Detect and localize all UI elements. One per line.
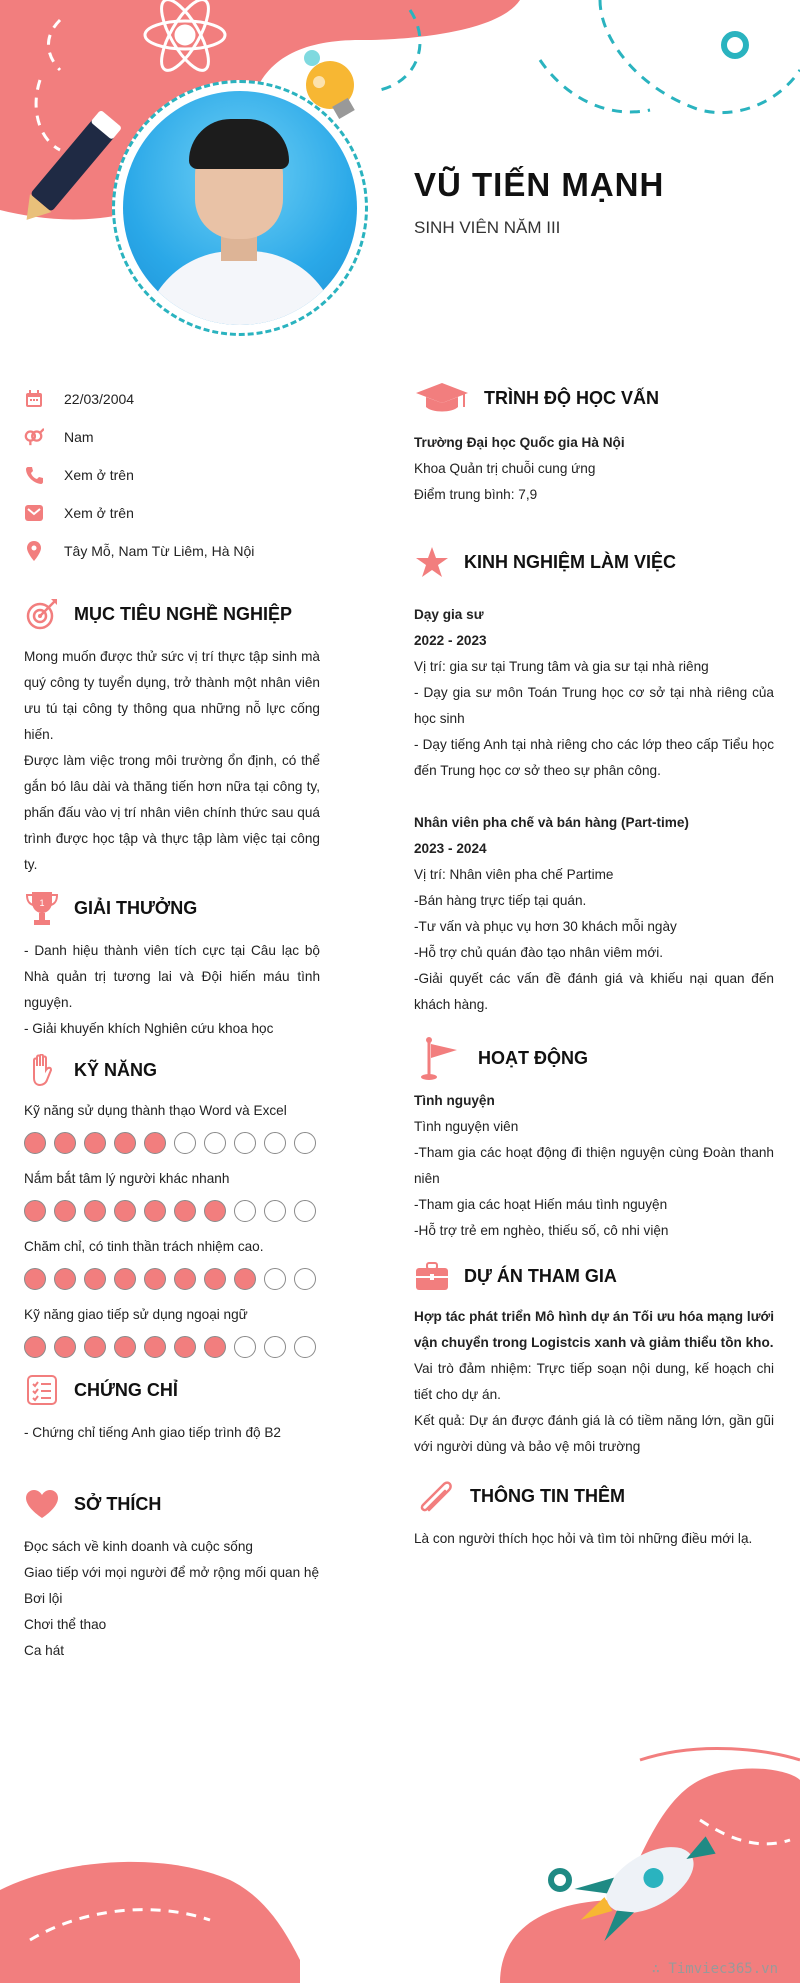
- certificates-heading: [24, 1372, 320, 1408]
- objective-heading: [24, 596, 320, 632]
- contact-text: 22/03/2004: [64, 391, 135, 407]
- rating-dot-filled: [54, 1200, 76, 1222]
- email-icon: [24, 503, 44, 523]
- skill-label: Nắm bắt tâm lý người khác nhanh: [24, 1171, 230, 1186]
- section-title: MỤC TIÊU NGHỀ NGHIỆP: [74, 603, 293, 624]
- section-title: TRÌNH ĐỘ HỌC VẤN: [484, 387, 659, 408]
- rating-dot-empty: [174, 1132, 196, 1154]
- section-title: HOẠT ĐỘNG: [478, 1047, 588, 1068]
- hand-icon: [24, 1052, 60, 1088]
- experience-heading: [414, 544, 774, 580]
- section-title: KỸ NĂNG: [74, 1059, 158, 1080]
- activity-line: -Hỗ trợ trẻ em nghèo, thiếu số, cô nhi viện: [414, 1223, 669, 1238]
- profile-photo-frame: [112, 80, 368, 336]
- rating-dot-filled: [114, 1268, 136, 1290]
- activity-line: -Tham gia các hoạt Hiến máu tình nguyện: [414, 1197, 668, 1212]
- activity-line: Tình nguyện viên: [414, 1119, 519, 1134]
- candidate-name: VŨ TIẾN MẠNH: [414, 166, 665, 203]
- job-line: -Bán hàng trực tiếp tại quán.: [414, 893, 587, 908]
- job-entry: [414, 810, 774, 1018]
- activity-name: Tình nguyện: [414, 1093, 495, 1108]
- rating-dot-empty: [204, 1132, 226, 1154]
- section-title: THÔNG TIN THÊM: [470, 1485, 625, 1506]
- rating-dot-empty: [234, 1200, 256, 1222]
- rating-dot-filled: [174, 1336, 196, 1358]
- rating-dot-filled: [84, 1336, 106, 1358]
- phone-icon: [24, 465, 44, 485]
- rating-dot-filled: [24, 1132, 46, 1154]
- heart-icon: [24, 1486, 60, 1522]
- skill-rating: [24, 1268, 320, 1290]
- rating-dot-empty: [264, 1268, 286, 1290]
- certificate-item: - Chứng chỉ tiếng Anh giao tiếp trình độ B2: [24, 1425, 281, 1440]
- skill-rating: [24, 1200, 320, 1222]
- education-gpa: Điểm trung bình: 7,9: [414, 487, 538, 502]
- objective-text-1: Mong muốn được thử sức vị trí thực tập sinh mà quý công ty tuyển dụng, trở thành một nhân viên ưu tú tại công ty thông qua những nỗ lực cống hiến.: [24, 649, 320, 742]
- job-name: Dạy gia sư: [414, 607, 484, 622]
- trophy-icon: [24, 890, 60, 926]
- rating-dot-filled: [84, 1132, 106, 1154]
- rating-dot-filled: [174, 1268, 196, 1290]
- hobbies-heading: [24, 1486, 320, 1522]
- rating-dot-filled: [204, 1336, 226, 1358]
- rating-dot-filled: [24, 1200, 46, 1222]
- section-title: SỞ THÍCH: [74, 1493, 162, 1514]
- job-name: Nhân viên pha chế và bán hàng (Part-time): [414, 815, 689, 830]
- rating-dot-filled: [84, 1200, 106, 1222]
- rating-dot-empty: [294, 1268, 316, 1290]
- rating-dot-filled: [24, 1268, 46, 1290]
- hobby-item: Đọc sách về kinh doanh và cuộc sống: [24, 1539, 253, 1554]
- footer-decoration: [0, 1740, 800, 1983]
- flag-icon: [414, 1040, 464, 1076]
- education-school: Trường Đại học Quốc gia Hà Nội: [414, 435, 625, 450]
- rating-dot-filled: [144, 1336, 166, 1358]
- project-line: Kết quả: Dự án được đánh giá là có tiềm năng lớn, gần gũi với người dùng và bảo vệ môi trường: [414, 1413, 774, 1454]
- activities-heading: [414, 1040, 774, 1076]
- job-period: 2023 - 2024: [414, 841, 487, 856]
- skill-label: Kỹ năng giao tiếp sử dụng ngoại ngữ: [24, 1307, 248, 1322]
- profile-photo: [123, 91, 357, 325]
- extra-info-heading: [414, 1478, 774, 1514]
- job-line: -Giải quyết các vấn đề đánh giá và khiếu nại quan đến khách hàng.: [414, 971, 774, 1012]
- job-line: Vị trí: Nhân viên pha chế Partime: [414, 867, 614, 882]
- job-line: -Hỗ trợ chủ quán đào tạo nhân viêm mới.: [414, 945, 664, 960]
- rating-dot-filled: [54, 1336, 76, 1358]
- svg-text:1: 1: [39, 898, 45, 908]
- skill-rating: [24, 1336, 320, 1358]
- rating-dot-filled: [204, 1200, 226, 1222]
- job-line: - Dạy gia sư môn Toán Trung học cơ sở tại nhà riêng của học sinh: [414, 685, 774, 726]
- award-item: - Giải khuyến khích Nghiên cứu khoa học: [24, 1021, 274, 1036]
- contact-text: Nam: [64, 429, 94, 445]
- rating-dot-filled: [234, 1268, 256, 1290]
- contact-phone: [24, 456, 320, 494]
- rating-dot-filled: [114, 1132, 136, 1154]
- rating-dot-filled: [24, 1336, 46, 1358]
- hobby-item: Giao tiếp với mọi người để mở rộng mối quan hệ: [24, 1565, 320, 1580]
- paperclip-icon: [414, 1478, 456, 1514]
- contact-address: [24, 532, 320, 570]
- project-line: Vai trò đảm nhiệm: Trực tiếp soạn nội dung, kế hoạch chi tiết cho dự án.: [414, 1361, 774, 1402]
- rating-dot-empty: [264, 1200, 286, 1222]
- skill-rating: [24, 1132, 320, 1154]
- hobby-item: Chơi thể thao: [24, 1617, 107, 1632]
- skill-label: Kỹ năng sử dụng thành thạo Word và Excel: [24, 1103, 287, 1118]
- contact-gender: [24, 418, 320, 456]
- rating-dot-filled: [84, 1268, 106, 1290]
- education-major: Khoa Quản trị chuỗi cung ứng: [414, 461, 596, 476]
- rating-dot-filled: [204, 1268, 226, 1290]
- hobby-item: Bơi lội: [24, 1591, 63, 1606]
- section-title: DỰ ÁN THAM GIA: [464, 1265, 617, 1286]
- rating-dot-empty: [234, 1132, 256, 1154]
- candidate-title: SINH VIÊN NĂM III: [414, 218, 561, 237]
- awards-heading: [24, 890, 320, 926]
- rating-dot-filled: [144, 1200, 166, 1222]
- skills-heading: [24, 1052, 320, 1088]
- calendar-icon: [24, 389, 44, 409]
- job-line: -Tư vấn và phục vụ hơn 30 khách mỗi ngày: [414, 919, 677, 934]
- skills-list: [24, 1100, 320, 1358]
- job-entry: [414, 602, 774, 784]
- gender-icon: [24, 427, 44, 447]
- briefcase-icon: [414, 1258, 450, 1294]
- contact-email: [24, 494, 320, 532]
- rating-dot-empty: [234, 1336, 256, 1358]
- contact-birthday: [24, 380, 320, 418]
- project-name: Hợp tác phát triển Mô hình dự án Tối ưu hóa mạng lưới vận chuyển trong Logistcis xanh và giảm thiểu tồn kho.: [414, 1309, 774, 1350]
- rating-dot-filled: [174, 1200, 196, 1222]
- education-heading: [414, 380, 774, 416]
- section-title: KINH NGHIỆM LÀM VIỆC: [464, 551, 677, 572]
- section-title: GIẢI THƯỞNG: [74, 897, 198, 918]
- watermark: ∴ Timviec365.vn: [651, 1961, 778, 1977]
- hobby-item: Ca hát: [24, 1643, 65, 1658]
- rating-dot-filled: [144, 1132, 166, 1154]
- rating-dot-empty: [294, 1200, 316, 1222]
- contact-text: Xem ở trên: [64, 467, 134, 483]
- graduation-cap-icon: [414, 380, 470, 416]
- contact-text: Tây Mỗ, Nam Từ Liêm, Hà Nội: [64, 543, 255, 559]
- rating-dot-filled: [144, 1268, 166, 1290]
- activity-line: -Tham gia các hoạt động đi thiện nguyện cùng Đoàn thanh niên: [414, 1145, 774, 1186]
- objective-text-2: Được làm việc trong môi trường ổn định, có thể gắn bó lâu dài và thăng tiến hơn nữa tại công ty, phấn đấu vào vị trí nhân viên chính thức sau quá trình được học tập và thực tập làm việc tại công ty.: [24, 753, 320, 872]
- rating-dot-empty: [264, 1336, 286, 1358]
- target-icon: [24, 596, 60, 632]
- rating-dot-filled: [54, 1132, 76, 1154]
- location-pin-icon: [24, 541, 44, 561]
- skill-label: Chăm chỉ, có tinh thần trách nhiệm cao.: [24, 1239, 264, 1254]
- right-column: [414, 380, 774, 1552]
- rating-dot-filled: [114, 1336, 136, 1358]
- award-item: - Danh hiệu thành viên tích cực tại Câu lạc bộ Nhà quản trị tương lai và Đội hiến máu tình nguyện.: [24, 943, 320, 1010]
- job-period: 2022 - 2023: [414, 633, 487, 648]
- projects-heading: [414, 1258, 774, 1294]
- rating-dot-empty: [294, 1336, 316, 1358]
- job-line: Vị trí: gia sư tại Trung tâm và gia sư tại nhà riêng: [414, 659, 709, 674]
- contact-text: Xem ở trên: [64, 505, 134, 521]
- rating-dot-filled: [54, 1268, 76, 1290]
- rating-dot-empty: [264, 1132, 286, 1154]
- extra-info-text: Là con người thích học hỏi và tìm tòi những điều mới lạ.: [414, 1531, 753, 1546]
- rating-dot-empty: [294, 1132, 316, 1154]
- left-column: [24, 380, 320, 1664]
- rating-dot-filled: [114, 1200, 136, 1222]
- section-title: CHỨNG CHỈ: [74, 1379, 178, 1400]
- job-line: - Dạy tiếng Anh tại nhà riêng cho các lớp theo cấp Tiểu học đến Trung học cơ sở theo sự phân công.: [414, 737, 774, 778]
- checklist-icon: [24, 1372, 60, 1408]
- star-icon: [414, 544, 450, 580]
